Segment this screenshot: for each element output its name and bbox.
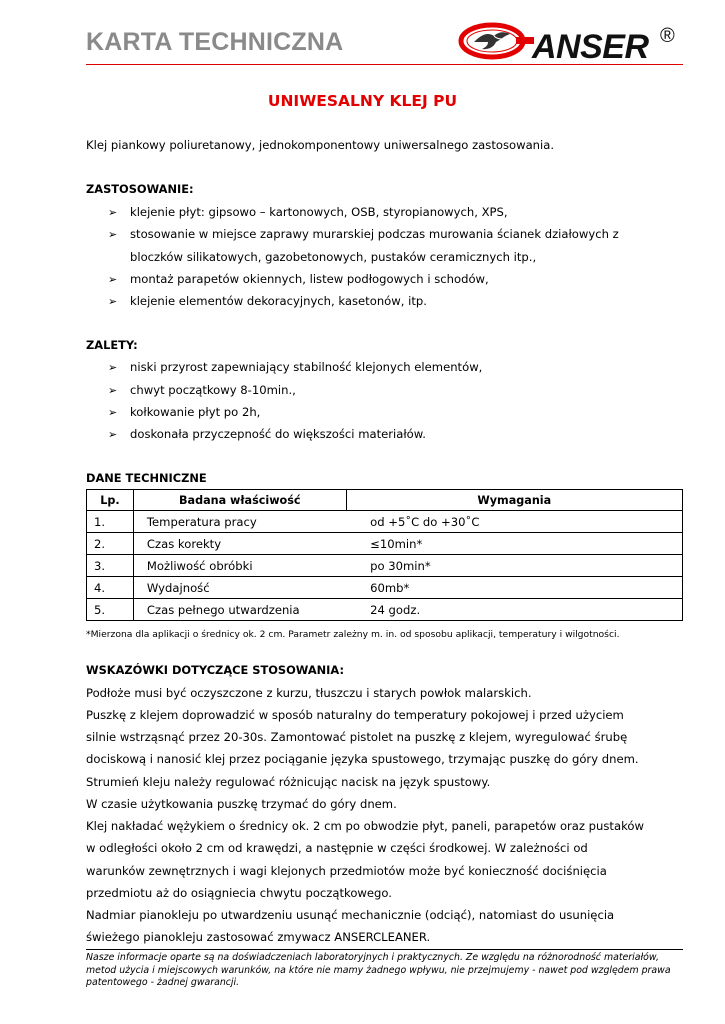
table-cell: 5. (87, 599, 134, 621)
table-row (87, 533, 683, 555)
logo-text: ANSER (532, 28, 649, 64)
arrow-bullet-icon: ➢ (108, 384, 118, 397)
list-item: ➢ chwyt początkowy 8-10min., (108, 383, 296, 397)
table-row (87, 511, 683, 533)
table-cell: po 30min* (346, 555, 682, 577)
table-cell: Możliwość obróbki (133, 555, 346, 577)
arrow-bullet-icon: ➢ (108, 361, 118, 374)
table-cell: Temperatura pracy (133, 511, 346, 533)
column-header-requirements: Wymagania (346, 490, 682, 511)
usage-text-line: Nadmiar pianokleju po utwardzeniu usunąć mechanicznie (odciąć), natomiast do usunięcia (86, 908, 615, 922)
list-item: ➢ klejenie płyt: gipsowo – kartonowych, OSB, styropianowych, XPS, (108, 205, 508, 219)
list-item: ➢ niski przyrost zapewniający stabilność klejonych elementów, (108, 360, 483, 374)
list-item: ➢ montaż parapetów okiennych, listew podłogowych i schodów, (108, 272, 489, 286)
table-cell: 60mb* (346, 577, 682, 599)
arrow-bullet-icon: ➢ (108, 428, 118, 441)
table-cell: 1. (87, 511, 134, 533)
list-item: ➢ kołkowanie płyt po 2h, (108, 405, 261, 419)
technical-data-table (86, 489, 683, 621)
list-item: ➢ stosowanie w miejsce zaprawy murarskiej podczas murowania ścianek działowych z (108, 227, 619, 241)
anser-logo (458, 20, 682, 64)
list-item-continuation: bloczków silikatowych, gazobetonowych, pustaków ceramicznych itp., (130, 250, 537, 264)
usage-text-line: Podłoże musi być oczyszczone z kurzu, tłuszczu i starych powłok malarskich. (86, 686, 532, 700)
disclaimer-text: Nasze informacje oparte są na doświadczeniach laboratoryjnych i praktycznych. Ze względu na różnorodność materiałów, metod użycia i miejscowych warunków, na które nie mamy żadnego wpływu, nie przejmujemy - nawet pod względem prawa patentowego - żadnej gwarancji. (86, 952, 671, 989)
table-cell: Czas pełnego utwardzenia (133, 599, 346, 621)
section-heading-dane-techniczne: DANE TECHNICZNE (86, 471, 207, 485)
table-cell: 3. (87, 555, 134, 577)
registered-mark: ® (660, 25, 675, 47)
footer-divider (86, 949, 683, 950)
section-heading-wskazowki: WSKAZÓWKI DOTYCZĄCE STOSOWANIA: (86, 663, 345, 677)
table-row (87, 577, 683, 599)
table-cell: ≤10min* (346, 533, 682, 555)
column-header-property: Badana właściwość (133, 490, 346, 511)
table-footnote: *Mierzona dla aplikacji o średnicy ok. 2 cm. Parametr zależny m. in. od sposobu aplikacji, temperatury i wilgotności. (86, 629, 620, 640)
usage-text-line: w odległości około 2 cm od krawędzi, a następnie w części środkowej. W zależności od (86, 841, 588, 855)
usage-text-line: Strumień kleju należy regulować różnicując nacisk na język spustowy. (86, 775, 491, 789)
arrow-bullet-icon: ➢ (108, 206, 118, 219)
table-cell: 24 godz. (346, 599, 682, 621)
table-cell: Wydajność (133, 577, 346, 599)
arrow-bullet-icon: ➢ (108, 273, 118, 286)
list-item: ➢ klejenie elementów dekoracyjnych, kasetonów, itp. (108, 294, 427, 308)
arrow-bullet-icon: ➢ (108, 228, 118, 241)
product-description: Klej piankowy poliuretanowy, jednokomponentowy uniwersalnego zastosowania. (86, 138, 555, 152)
header-divider (86, 64, 683, 65)
section-heading-zastosowanie: ZASTOSOWANIE: (86, 182, 194, 196)
table-row (87, 599, 683, 621)
usage-text-line: przedmiotu aż do osiągniecia chwytu początkowego. (86, 886, 392, 900)
section-heading-zalety: ZALETY: (86, 338, 138, 352)
usage-text-line: Puszkę z klejem doprowadzić w sposób naturalny do temperatury pokojowej i przed użyciem (86, 708, 624, 722)
table-cell: Czas korekty (133, 533, 346, 555)
usage-text-line: warunków zewnętrznych i wagi klejonych przedmiotów może być konieczność dociśnięcia (86, 864, 607, 878)
product-title: UNIWESALNY KLEJ PU (267, 92, 458, 110)
table-cell: 4. (87, 577, 134, 599)
usage-text-line: silnie wstrząsnąć przez 20-30s. Zamontować pistolet na puszkę z klejem, wyregulować śrubę (86, 730, 628, 744)
arrow-bullet-icon: ➢ (108, 406, 118, 419)
column-header-lp: Lp. (87, 490, 134, 511)
table-cell: 2. (87, 533, 134, 555)
table-header-row (87, 490, 683, 511)
list-item: ➢ doskonała przyczepność do większości materiałów. (108, 427, 426, 441)
table-row (87, 555, 683, 577)
usage-text-line: Klej nakładać wężykiem o średnicy ok. 2 cm po obwodzie płyt, paneli, parapetów oraz pustaków (86, 819, 644, 833)
page-header-title: KARTA TECHNICZNA (86, 28, 344, 56)
usage-text-line: świeżego pianokleju zastosować zmywacz ANSERCLEANER. (86, 930, 431, 944)
arrow-bullet-icon: ➢ (108, 295, 118, 308)
usage-text-line: W czasie użytkowania puszkę trzymać do góry dnem. (86, 797, 397, 811)
usage-text-line: dociskową i nanosić klej przez pociąganie języka spustowego, trzymając puszkę do góry dnem. (86, 752, 639, 766)
table-cell: od +5˚C do +30˚C (346, 511, 682, 533)
